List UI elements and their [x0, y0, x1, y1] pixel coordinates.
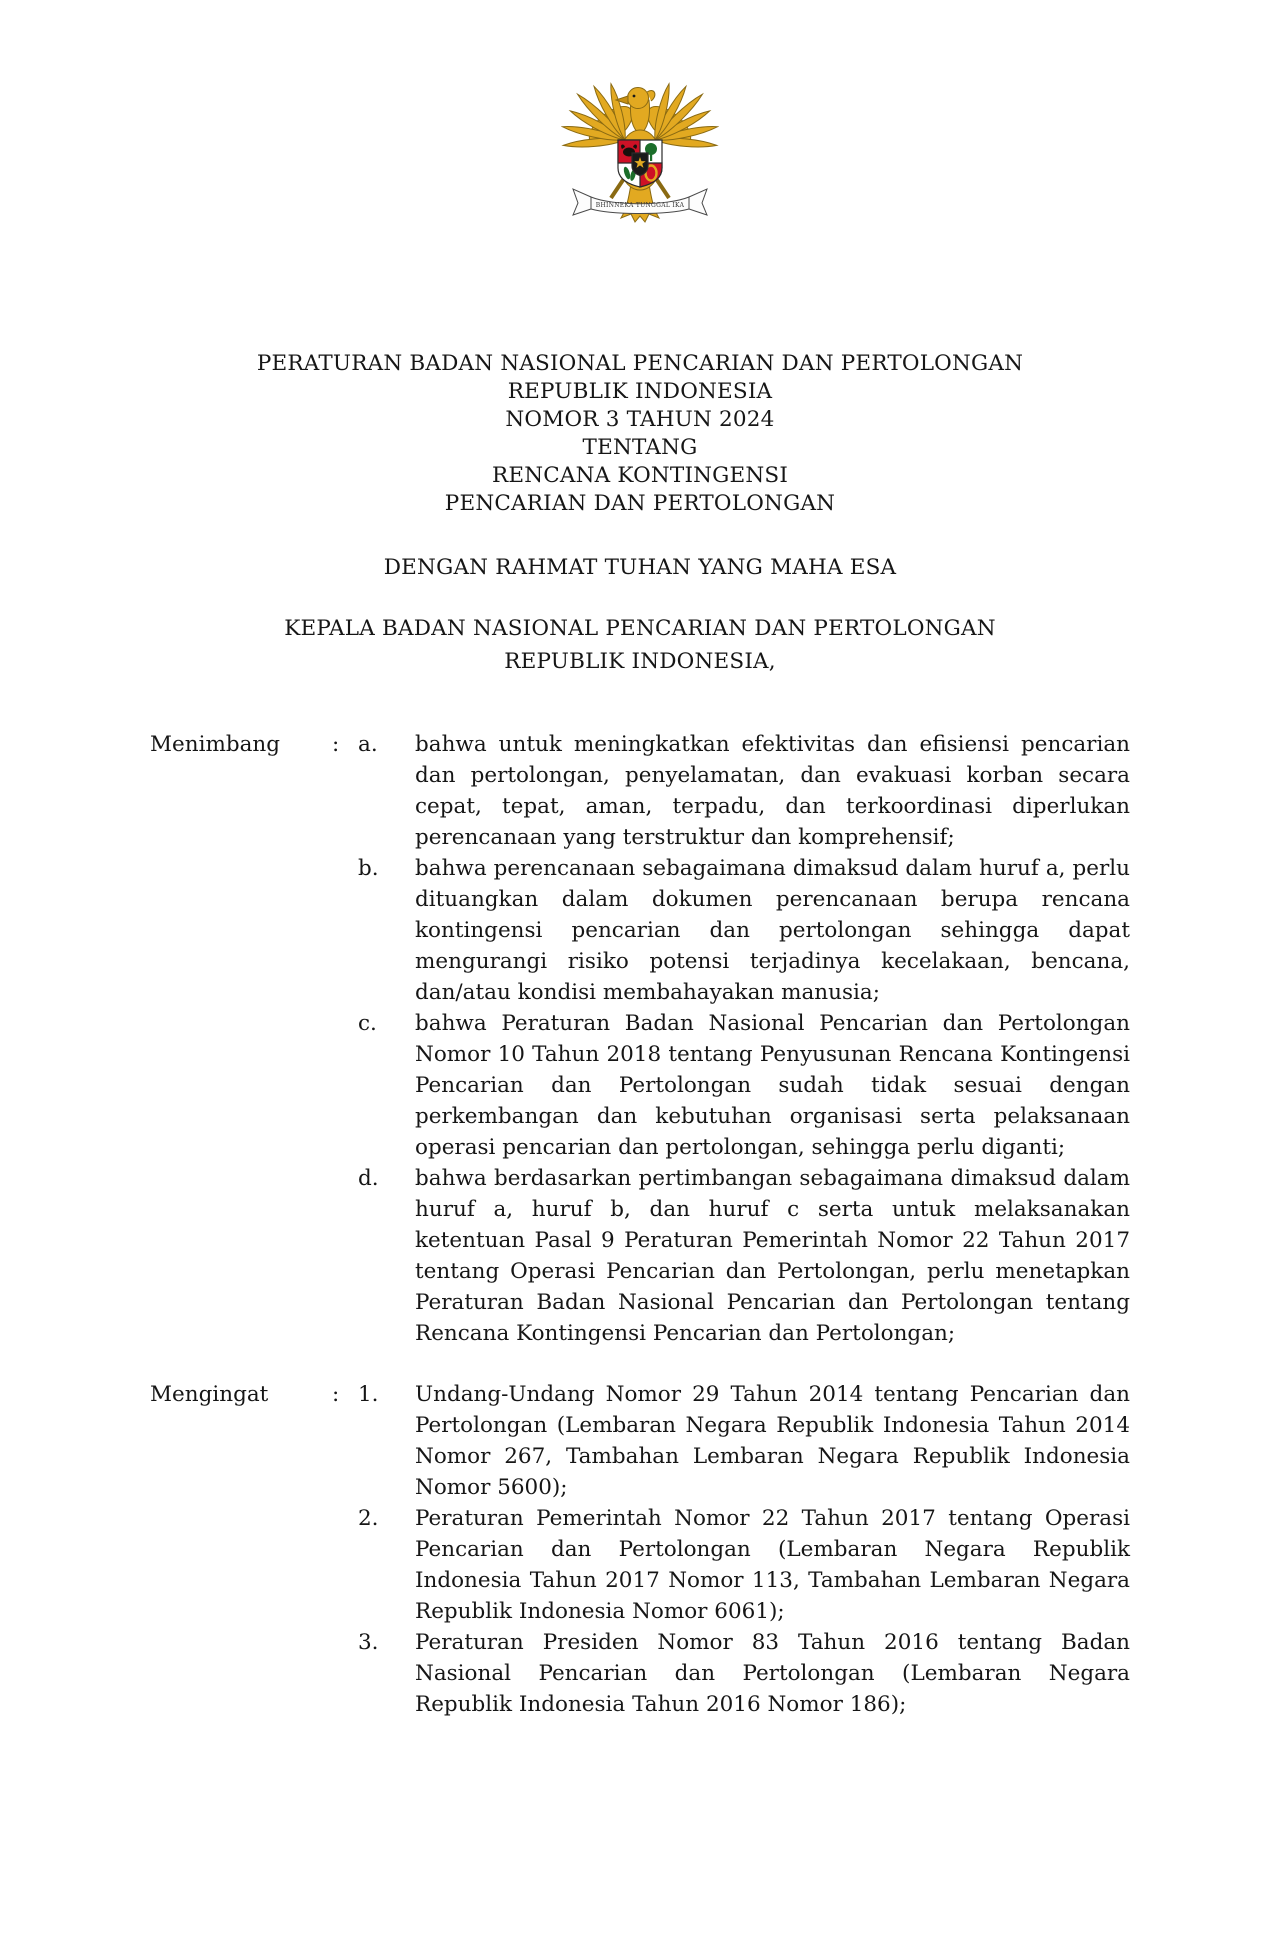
item-text: Peraturan Presiden Nomor 83 Tahun 2016 tentang Badan Nasional Pencarian dan Pertolongan (Lembaran Negara Republik Indonesia Tahun 2016 Nomor 186);: [415, 1630, 1130, 1717]
emblem-container: [150, 0, 1130, 224]
considering-item-b: [358, 853, 1130, 1008]
title-line-subject-2: PENCARIAN DAN PERTOLONGAN: [444, 491, 836, 516]
considering-colon: :: [332, 732, 340, 757]
star-shield-icon: [632, 153, 648, 176]
considering-item-a: [358, 729, 1130, 853]
item-marker: c.: [358, 1011, 377, 1036]
pancasila-shield: [618, 140, 662, 187]
recalling-item-3: [358, 1627, 1130, 1720]
recalling-section: [150, 1379, 1130, 1720]
garuda-pancasila-emblem: [561, 56, 719, 224]
title-line-tentang: TENTANG: [582, 435, 698, 460]
issuing-authority: [150, 612, 1130, 678]
item-marker: b.: [358, 856, 379, 881]
considering-items: [358, 729, 1130, 1349]
title-line-subject-1: RENCANA KONTINGENSI: [491, 463, 789, 488]
title-line-number: NOMOR 3 TAHUN 2024: [505, 407, 775, 432]
considering-item-c: [358, 1008, 1130, 1163]
recalling-item-2: [358, 1503, 1130, 1627]
considering-label: Menimbang: [150, 732, 281, 757]
item-text: bahwa untuk meningkatkan efektivitas dan efisiensi pencarian dan pertolongan, penyelamatan, dan evakuasi korban secara cepat, tepat, aman, terpadu, dan terkoordinasi diperlukan perencanaan yang terstruktur dan komprehensif;: [415, 732, 1130, 850]
recalling-colon: :: [332, 1382, 340, 1407]
item-text: Undang-Undang Nomor 29 Tahun 2014 tentang Pencarian dan Pertolongan (Lembaran Negara Republik Indonesia Tahun 2014 Nomor 267, Tambahan Lembaran Negara Republik Indonesia Nomor 5600);: [415, 1382, 1130, 1500]
motto-text: BHINNEKA TUNGGAL IKA: [595, 202, 685, 209]
title-line-republic: REPUBLIK INDONESIA: [507, 379, 773, 404]
recalling-item-1: [358, 1379, 1130, 1503]
recalling-label: Mengingat: [150, 1382, 269, 1407]
item-text: bahwa berdasarkan pertimbangan sebagaimana dimaksud dalam huruf a, huruf b, dan huruf c serta untuk melaksanakan ketentuan Pasal 9 Peraturan Pemerintah Nomor 22 Tahun 2017 tentang Operasi Pencarian dan Pertolongan, perlu menetapkan Peraturan Badan Nasional Pencarian dan Pertolongan tentang Rencana Kontingensi Pencarian dan Pertolongan;: [415, 1166, 1130, 1346]
item-text: bahwa Peraturan Badan Nasional Pencarian dan Pertolongan Nomor 10 Tahun 2018 tentang Penyusunan Rencana Kontingensi Pencarian dan Pertolongan sudah tidak sesuai dengan perkembangan dan kebutuhan organisasi serta pelaksanaan operasi pencarian dan pertolongan, sehingga perlu diganti;: [415, 1011, 1130, 1160]
document-title: [150, 350, 1130, 518]
invocation-line: DENGAN RAHMAT TUHAN YANG MAHA ESA: [383, 555, 897, 580]
item-text: Peraturan Pemerintah Nomor 22 Tahun 2017 tentang Operasi Pencarian dan Pertolongan (Lembaran Negara Republik Indonesia Tahun 2017 Nomor 113, Tambahan Lembaran Negara Republik Indonesia Nomor 6061);: [415, 1506, 1130, 1624]
item-marker: a.: [358, 732, 378, 757]
item-marker: 1.: [358, 1382, 379, 1407]
item-text: bahwa perencanaan sebagaimana dimaksud dalam huruf a, perlu dituangkan dalam dokumen perencanaan berupa rencana kontingensi pencarian dan pertolongan sehingga dapat mengurangi risiko potensi terjadinya kecelakaan, bencana, dan/atau kondisi membahayakan manusia;: [415, 856, 1130, 1005]
authority-line-1: KEPALA BADAN NASIONAL PENCARIAN DAN PERTOLONGAN: [284, 616, 996, 641]
title-line-regulation: PERATURAN BADAN NASIONAL PENCARIAN DAN PERTOLONGAN: [256, 351, 1024, 376]
item-marker: d.: [358, 1166, 379, 1191]
recalling-items: [358, 1379, 1130, 1720]
considering-section: [150, 729, 1130, 1349]
item-marker: 2.: [358, 1506, 379, 1531]
considering-item-d: [358, 1163, 1130, 1349]
authority-line-2: REPUBLIK INDONESIA,: [504, 649, 776, 674]
item-marker: 3.: [358, 1630, 379, 1655]
